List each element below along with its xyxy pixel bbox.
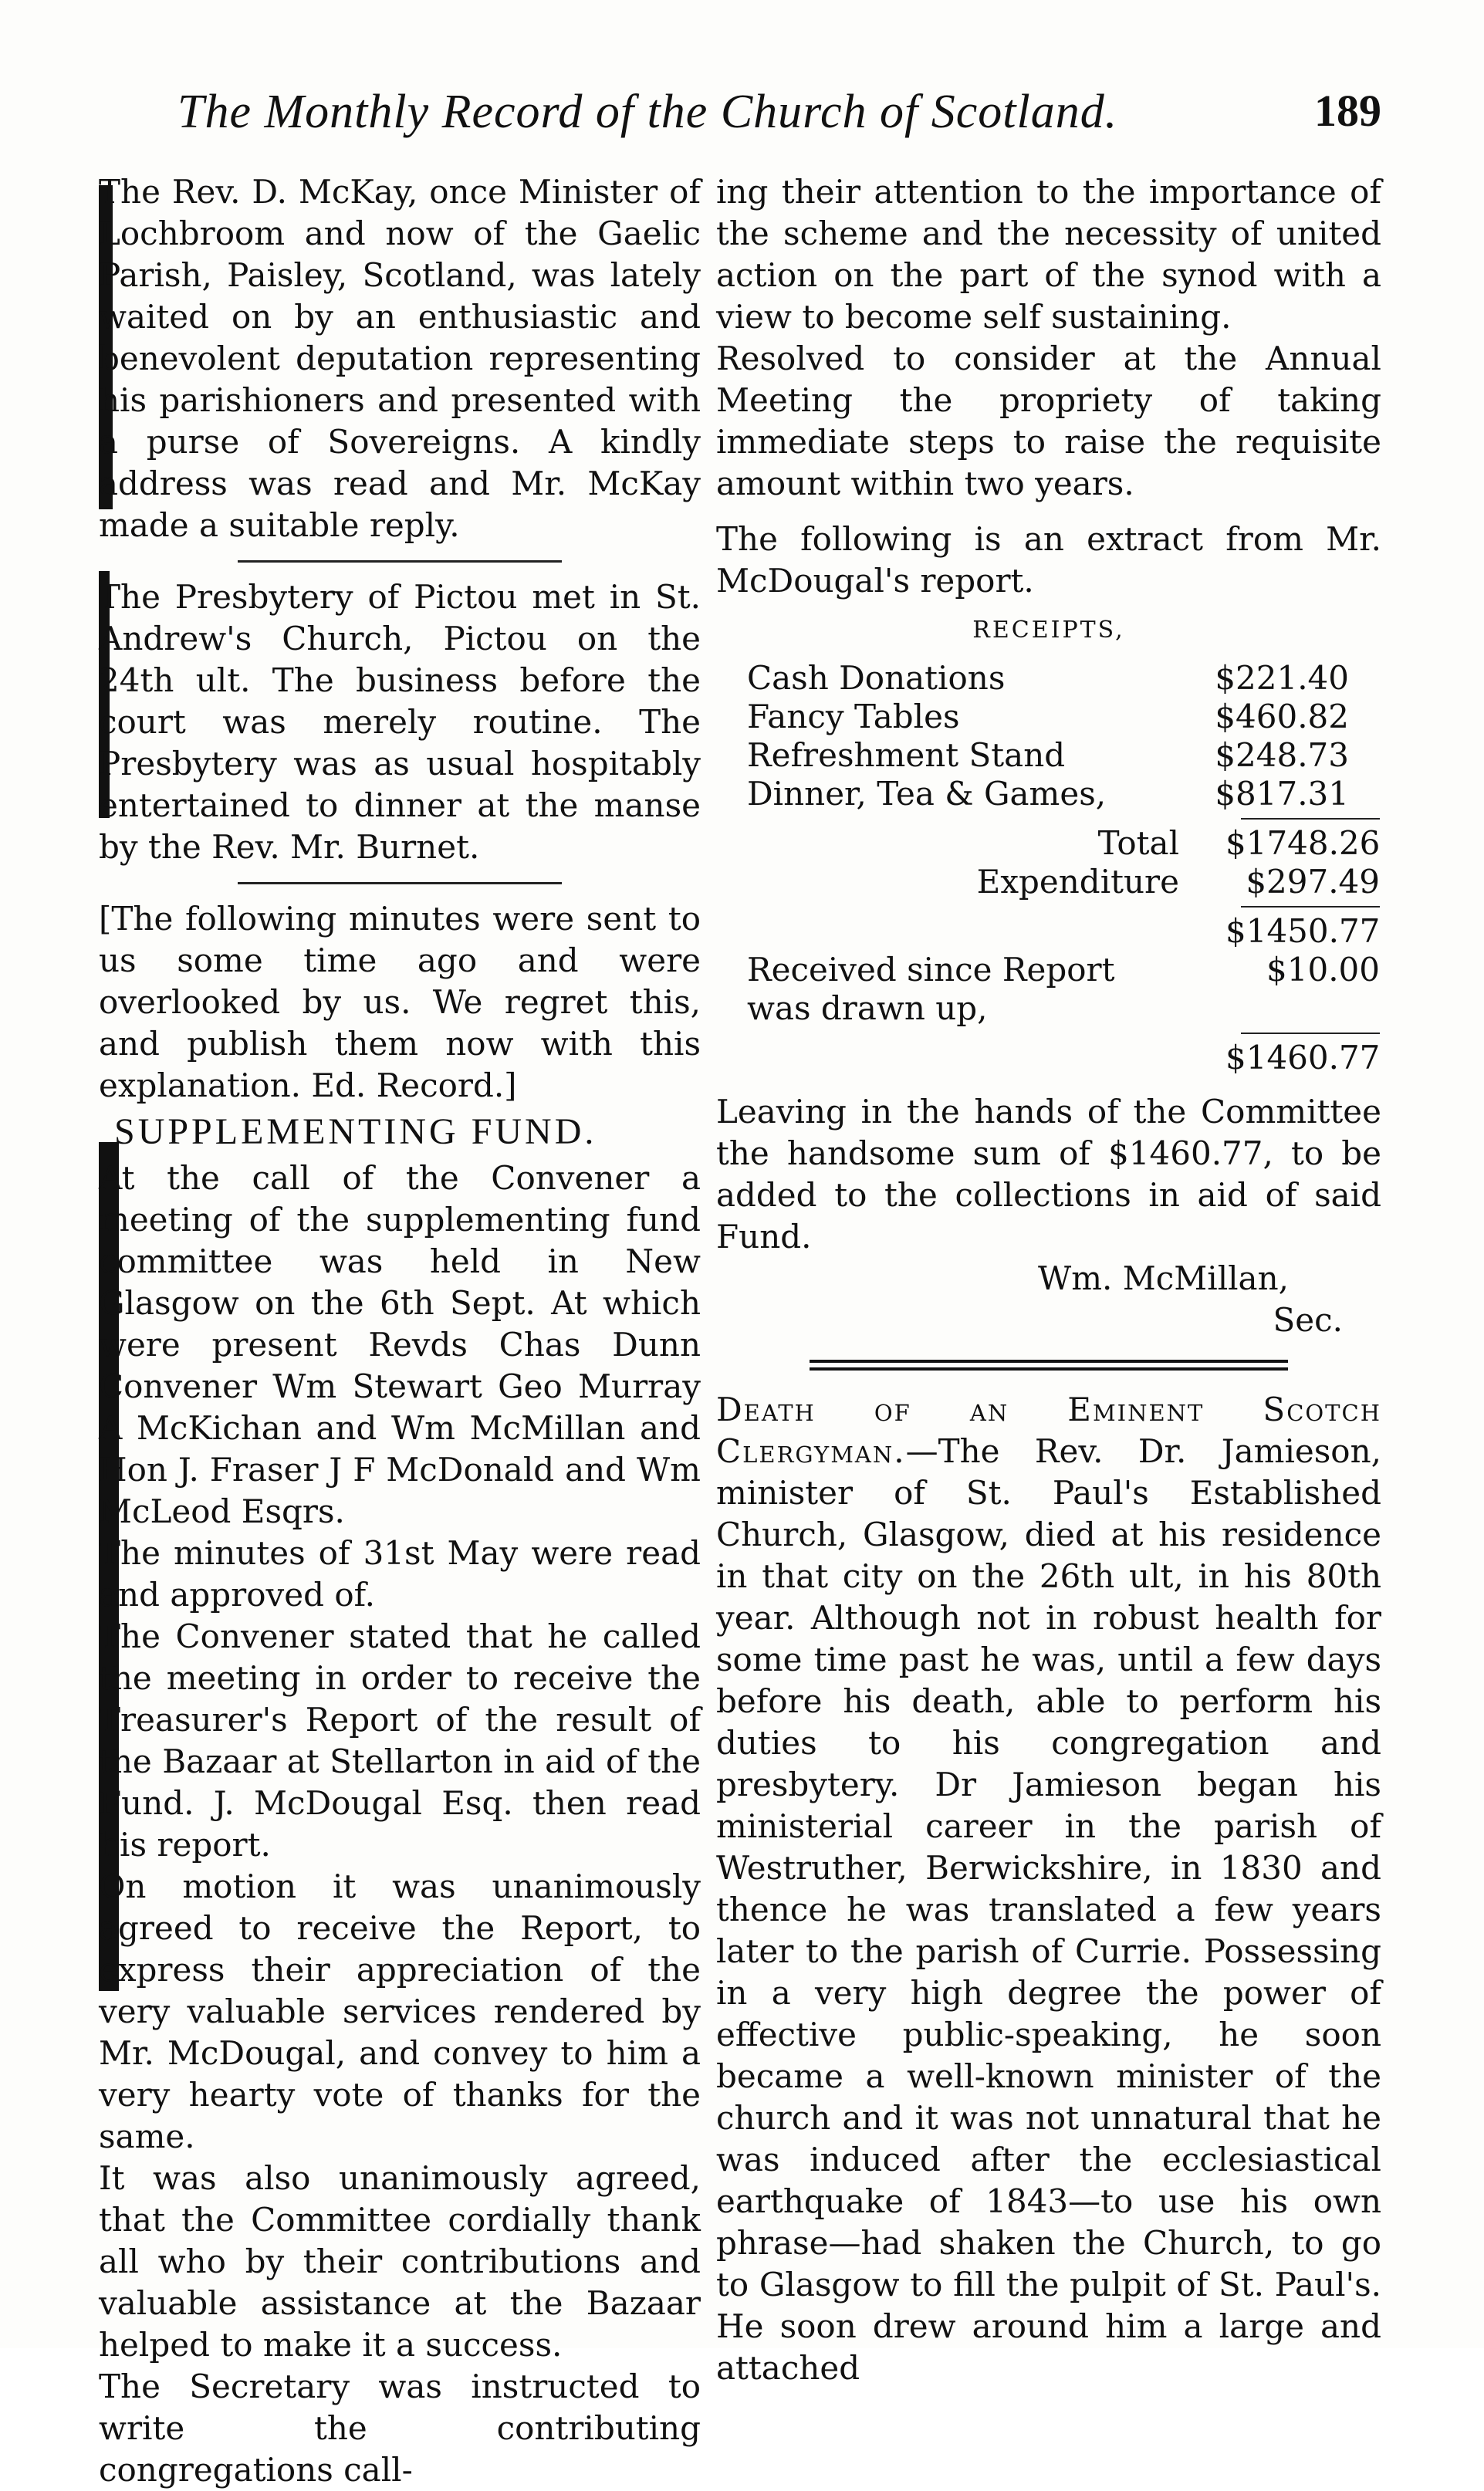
receipt-label: Refreshment Stand — [747, 736, 1066, 774]
leaving-paragraph: Leaving in the hands of the Committee the handsome sum of $1460.77, to be added to the collections in aid of said Fund. — [716, 1093, 1381, 1256]
final-amount: $1460.77 — [1225, 1039, 1381, 1077]
signature-name: Wm. McMillan, — [1038, 1259, 1289, 1297]
received-row — [747, 951, 1380, 1028]
page-header — [177, 85, 1381, 154]
section-divider — [238, 882, 562, 884]
expenditure-label: Expenditure — [976, 863, 1179, 901]
received-amount: $10.00 — [1266, 951, 1380, 989]
sum-rule — [1241, 1033, 1380, 1034]
extract-paragraph: The following is an extract from Mr. McDougal's report. — [716, 520, 1381, 600]
resolved-paragraph: Resolved to consider at the Annual Meeting the propriety of taking immediate steps to raise the requisite amount within two years. — [716, 340, 1381, 502]
right-column — [716, 171, 1381, 2389]
death-article — [716, 1389, 1381, 2389]
secretary-paragraph: The Secretary was instructed to write the contributing congregations call- — [99, 2368, 701, 2489]
convener-paragraph: The Convener stated that he called the meeting in order to receive the Treasurer's Report of the result of the Bazaar at Stellarton in aid of the Fund. J. McDougal Esq. then read his report. — [99, 1617, 701, 1864]
receipt-label: Fancy Tables — [747, 698, 960, 735]
receipt-row — [747, 659, 1349, 698]
received-label: Received since Report was drawn up, — [747, 951, 1115, 1027]
expenditure-row — [747, 863, 1380, 901]
receipt-amount: $221.40 — [1215, 659, 1349, 697]
death-text: —The Rev. Dr. Jamieson, minister of St. Paul's Established Church, Glasgow, died at his residence in that city on the 26th ult, in his 80th year. Although not in robust health for some time past he was, until a few days before his death, able to perform his duties to his congregation and presbytery. Dr Jamieson began his ministerial career in the parish of Westruther, Berwickshire, in 1830 and thence he was translated a few years later to the parish of Currie. Possessing in a very high degree the power of effective public-speaking, he soon became a well-known minister of the church and it was not unnatural that he was induced after the ecclesiastical earthquake of 1843—to use his own phrase—had shaken the Church, to go to Glasgow to fill the pulpit of St. Paul's. He soon drew around him a large and attached — [716, 1432, 1381, 2387]
totals-block — [747, 818, 1380, 1077]
total-row — [747, 824, 1380, 863]
receipt-amount: $460.82 — [1215, 698, 1349, 735]
meeting-paragraph: At the call of the Convener a meeting of the supplementing fund committee was held in New Glasgow on the 6th Sept. At which were present Revds Chas Dunn Convener Wm Stewart Geo Murray A McKichan and Wm McMillan and Hon J. Fraser J F McDonald and Wm McLeod Esqrs. — [99, 1159, 701, 1530]
page-number: 189 — [1314, 86, 1381, 136]
signature-title: Sec. — [1273, 1301, 1343, 1339]
receipts-heading: RECEIPTS, — [972, 617, 1125, 644]
receipt-amount: $817.31 — [1215, 775, 1349, 813]
receipt-label: Dinner, Tea & Games, — [747, 775, 1107, 813]
double-divider — [810, 1360, 1288, 1371]
section-divider — [238, 560, 562, 563]
running-title: The Monthly Record of the Church of Scotland. — [177, 86, 1118, 138]
receipt-row — [747, 736, 1349, 775]
net-amount: $1450.77 — [1225, 912, 1381, 950]
receipt-row — [747, 698, 1349, 736]
supplementing-fund-heading: SUPPLEMENTING FUND. — [114, 1111, 597, 1152]
continuation-paragraph: ing their attention to the importance of the scheme and the necessity of united action on the part of the synod with a view to become self sustaining. — [716, 173, 1381, 336]
total-amount: $1748.26 — [1225, 824, 1381, 862]
agreed-paragraph: It was also unanimously agreed, that the Committee cordially thank all who by their contributions and valuable assistance at the Bazaar helped to make it a success. — [99, 2159, 701, 2364]
final-row — [747, 1039, 1380, 1077]
motion-paragraph: On motion it was unanimously agreed to receive the Report, to express their appreciation of the very valuable services rendered by Mr. McDougal, and convey to him a very hearty vote of thanks for the same. — [99, 1867, 701, 2155]
sum-rule — [1241, 906, 1380, 908]
death-heading: Death of an Eminent Scotch Clergyman. — [716, 1391, 1381, 1470]
receipt-amount: $248.73 — [1215, 736, 1349, 774]
receipt-row — [747, 775, 1349, 813]
minutes-paragraph: The minutes of 31st May were read and approved of. — [99, 1534, 701, 1614]
editor-note: [The following minutes were sent to us some time ago and were overlooked by us. We regret this, and publish them now with this explanation. Ed. Record.] — [99, 900, 701, 1104]
sum-rule — [1241, 818, 1380, 820]
net-row — [747, 912, 1380, 951]
receipts-table — [747, 659, 1349, 813]
mckay-paragraph: The Rev. D. McKay, once Minister of Lochbroom and now of the Gaelic Parish, Paisley, Scotland, was lately waited on by an enthusiastic and benevolent deputation representing his parishioners and presented with a purse of Sovereigns. A kindly address was read and Mr. McKay made a suitable reply. — [99, 173, 701, 544]
left-column — [99, 171, 701, 2491]
receipt-label: Cash Donations — [747, 659, 1006, 697]
total-label: Total — [1097, 824, 1179, 862]
expenditure-amount: $297.49 — [1246, 863, 1380, 901]
presbytery-paragraph: The Presbytery of Pictou met in St. Andrew's Church, Pictou on the 24th ult. The business before the court was merely routine. The Presbytery was as usual hospitably entertained to dinner at the manse by the Rev. Mr. Burnet. — [99, 578, 701, 866]
